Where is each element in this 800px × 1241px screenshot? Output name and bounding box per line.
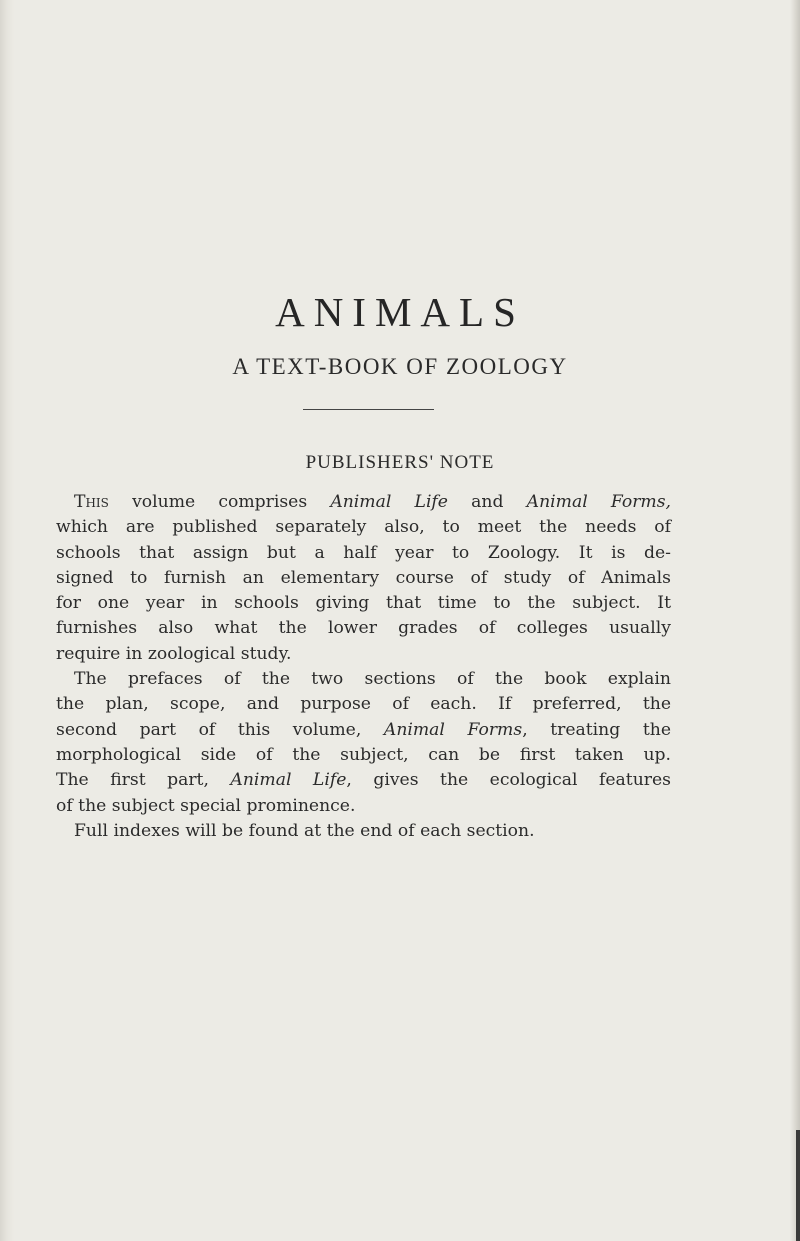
paragraph-2 (56, 667, 671, 819)
book-title: ANIMALS (275, 289, 525, 335)
italic-title-animal-forms: Animal Forms (383, 719, 523, 740)
text-run: , gives the ecological features (346, 770, 671, 791)
text-run: and (447, 492, 527, 512)
paragraph-1-line (56, 490, 671, 515)
lead-word: This (74, 492, 109, 512)
paragraph-2-line: morphological side of the subject, can be first taken up. (56, 744, 671, 765)
italic-title-animal-forms: Animal Forms, (526, 492, 672, 512)
book-subtitle: A TEXT-BOOK OF ZOOLOGY (232, 354, 568, 379)
paragraph-1-line: for one year in schools giving that time to the subject. It (56, 593, 671, 614)
page-binding-edge (0, 0, 14, 1241)
paragraph-1-line: schools that assign but a half year to Zoology. It is de- (56, 542, 671, 563)
paragraph-3-line: Full indexes will be found at the end of each section. (74, 820, 535, 841)
paragraph-2-line: The prefaces of the two sections of the book explain (74, 669, 671, 690)
paragraph-1-line: which are published separately also, to meet the needs of (56, 517, 671, 538)
paragraph-1-line: require in zoological study. (56, 643, 292, 664)
paragraph-1-line: signed to furnish an elementary course of study of Animals (56, 567, 671, 588)
paragraph-1 (56, 490, 671, 667)
paragraph-2-line (56, 718, 671, 743)
title-divider (303, 409, 434, 410)
paragraph-3 (56, 819, 671, 844)
page-right-edge (790, 0, 800, 1241)
italic-title-animal-life: Animal Life (230, 770, 347, 791)
publishers-note-body (56, 490, 671, 844)
publishers-note-heading: PUBLISHERS' NOTE (305, 452, 495, 473)
text-run: The first part, (56, 770, 231, 791)
paragraph-2-line: the plan, scope, and purpose of each. If preferred, the (56, 694, 671, 715)
text-run: volume comprises (108, 492, 331, 512)
italic-title-animal-life: Animal Life (330, 492, 448, 512)
page-edge-mark (796, 1130, 800, 1241)
paragraph-1-line: furnishes also what the lower grades of colleges usually (56, 618, 671, 639)
text-run: second part of this volume, (56, 719, 384, 740)
paragraph-2-line: of the subject special prominence. (56, 795, 356, 816)
paragraph-2-line (56, 768, 671, 793)
text-run: , treating the (522, 719, 671, 740)
